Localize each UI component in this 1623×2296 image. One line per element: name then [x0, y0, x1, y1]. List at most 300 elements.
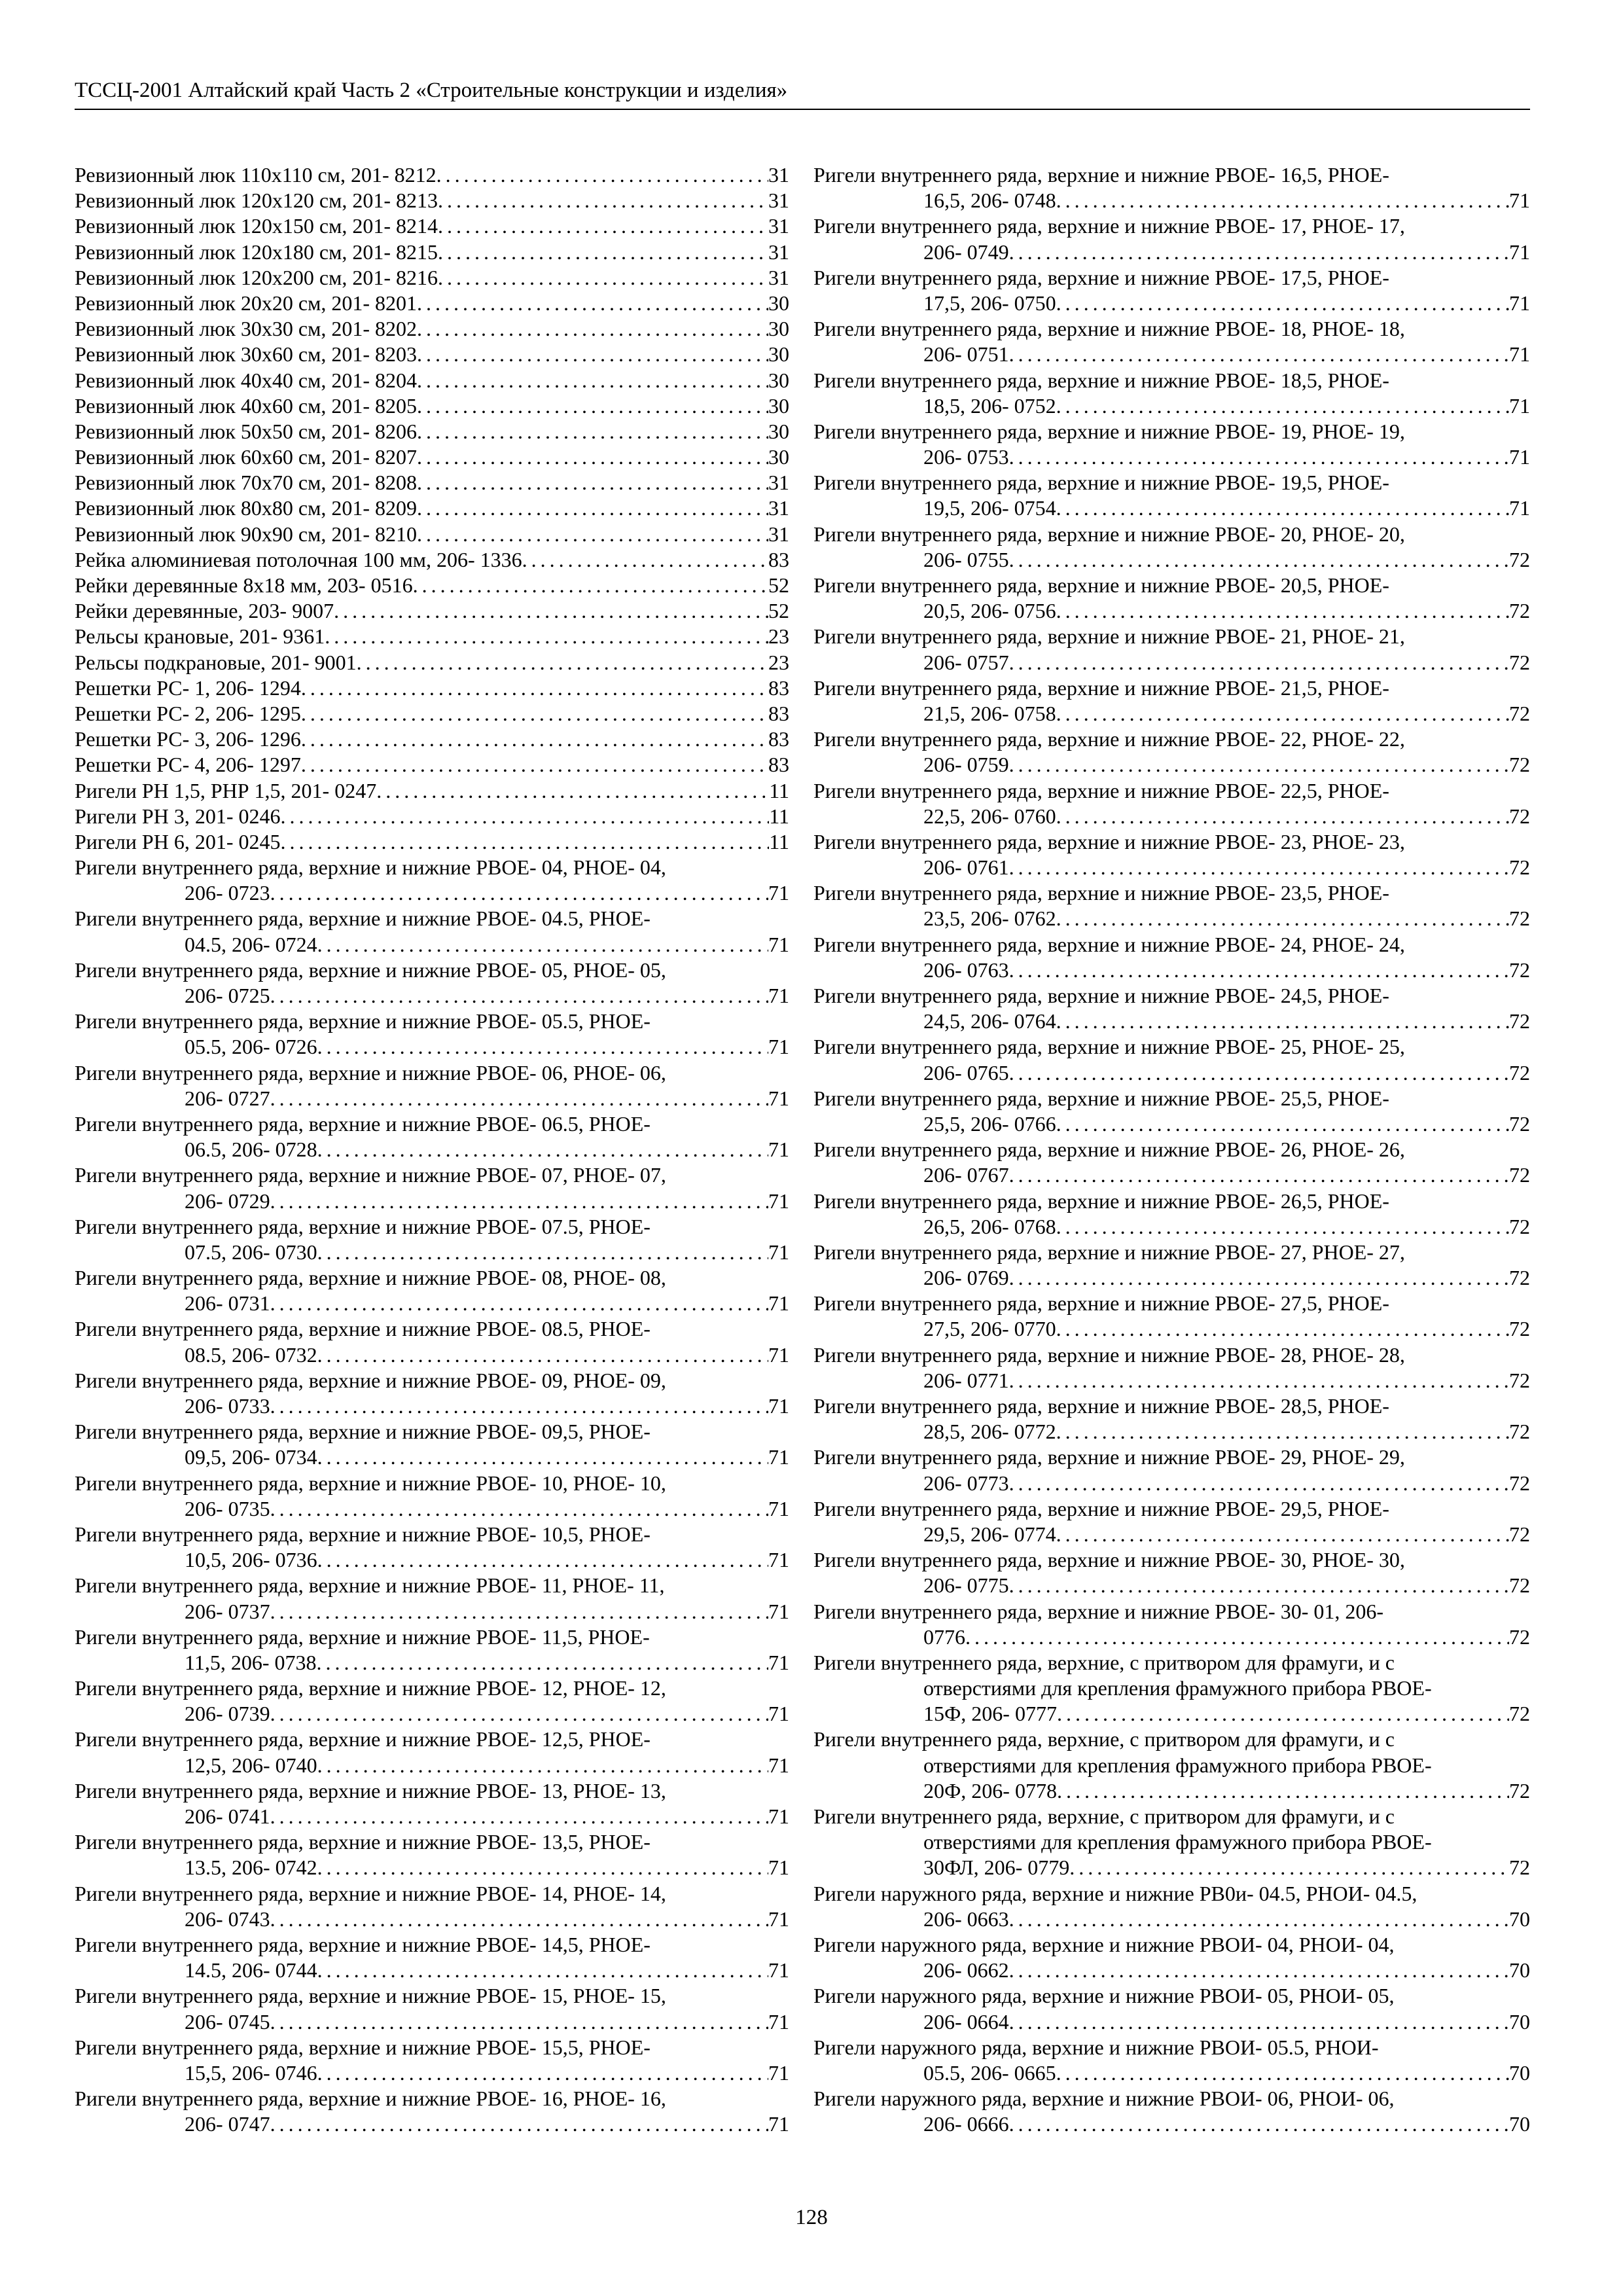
index-entry: [75, 1009, 789, 1060]
index-entry: [75, 1624, 789, 1676]
index-entry-line: [75, 188, 789, 213]
index-entry-text: Ригели внутреннего ряда, верхние и нижние РВОЕ- 08.5, РНОЕ-: [75, 1317, 651, 1341]
dot-leader: [417, 368, 768, 393]
index-entry-text: Ригели внутреннего ряда, верхние и нижние РВОЕ- 10,5, РНОЕ-: [75, 1522, 651, 1546]
index-entry-text: Ревизионный люк 90x90 см, 201- 8210: [75, 522, 417, 546]
index-entry: [813, 1804, 1530, 1881]
index-entry-text: 05.5, 206- 0665: [923, 2060, 1056, 2085]
dot-leader: [1009, 752, 1509, 778]
index-entry-text: Ригели внутреннего ряда, верхние и нижние РВОЕ- 04, РНОЕ- 04,: [75, 855, 666, 880]
index-entry-line: [75, 2111, 789, 2137]
index-entry-page: 72: [1509, 753, 1530, 777]
index-entry-text: Ригели внутреннего ряда, верхние и нижние РВОЕ- 23,5, РНОЕ-: [813, 881, 1389, 905]
index-entry-text: 206- 0662: [923, 1958, 1009, 1982]
index-entry-line: [75, 1855, 789, 1880]
index-entry-line: [75, 598, 789, 624]
index-entry-line: [813, 829, 1530, 855]
index-entry-page: 72: [1509, 958, 1530, 982]
index-entry-line: [813, 1547, 1530, 1573]
dot-leader: [1056, 188, 1509, 213]
dot-leader: [1056, 1214, 1509, 1240]
index-entry-line: [813, 1599, 1530, 1624]
index-entry: [813, 675, 1530, 726]
dot-leader: [317, 1958, 768, 1983]
dot-leader: [438, 213, 768, 239]
index-entry-text: 26,5, 206- 0768: [923, 1214, 1056, 1238]
dot-leader: [413, 573, 768, 598]
index-entry: [813, 1137, 1530, 1188]
index-entry-line: [75, 291, 789, 316]
index-entry: [813, 2035, 1530, 2086]
dot-leader: [522, 547, 768, 573]
index-entry-line: [75, 1676, 789, 1701]
index-entry-text: Ригели внутреннего ряда, верхние и нижние РВОЕ- 11, РНОЕ- 11,: [75, 1573, 665, 1598]
index-entry-page: 71: [768, 2112, 789, 2136]
index-entry-page: 11: [769, 829, 789, 853]
index-entry-page: 72: [1509, 1624, 1530, 1649]
index-entry-text: Ригели внутреннего ряда, верхние и нижние РВОЕ- 11,5, РНОЕ-: [75, 1624, 650, 1649]
index-entry: [813, 1496, 1530, 1547]
index-entry-text: Ригели наружного ряда, верхние и нижние РВОИ- 05.5, РНОИ-: [813, 2035, 1379, 2059]
index-entry-line: [813, 1496, 1530, 1522]
index-entry-line: [813, 162, 1530, 188]
index-entry-text: Ригели наружного ряда, верхние и нижние РВОИ- 05, РНОИ- 05,: [813, 1984, 1395, 2008]
index-entry-line: [75, 932, 789, 958]
index-entry-line: [813, 1291, 1530, 1316]
index-entry-line: [813, 1393, 1530, 1419]
index-entry-text: 206- 0771: [923, 1368, 1009, 1392]
index-entry-text: 15Ф, 206- 0777: [923, 1702, 1057, 1726]
index-entry: [75, 1829, 789, 1880]
index-entry-line: [813, 906, 1530, 931]
index-entry-line: [75, 1829, 789, 1855]
index-entry-line: [75, 419, 789, 444]
index-entry-line: [75, 1316, 789, 1342]
index-entry-line: [75, 1932, 789, 1958]
index-entry: [813, 1881, 1530, 1932]
index-entry-page: 71: [1509, 445, 1530, 469]
index-entry-text: 07.5, 206- 0730: [185, 1240, 317, 1264]
index-entry-line: [75, 1162, 789, 1188]
index-entry-page: 83: [768, 675, 789, 700]
index-entry-text: 29,5, 206- 0774: [923, 1522, 1056, 1546]
index-entry-page: 71: [768, 1753, 789, 1777]
dot-leader: [317, 1753, 768, 1778]
index-entry-text: 15,5, 206- 0746: [185, 2060, 317, 2085]
dot-leader: [965, 1624, 1509, 1650]
index-entry-text: 206- 0664: [923, 2009, 1009, 2034]
dot-leader: [438, 188, 768, 213]
index-entry-page: 72: [1509, 547, 1530, 571]
index-entry-line: [813, 470, 1530, 495]
index-entry-text: 206- 0763: [923, 958, 1009, 982]
index-entry-line: [813, 1009, 1530, 1034]
index-entry-text: Ригели внутреннего ряда, верхние и нижние РВОЕ- 24, РНОЕ- 24,: [813, 932, 1405, 956]
index-entry: [813, 778, 1530, 829]
index-entry-line: [75, 752, 789, 778]
index-entry-text: Ригели внутреннего ряда, верхние и нижние РВОЕ- 23, РНОЕ- 23,: [813, 829, 1405, 853]
index-entry-text: 206- 0733: [185, 1394, 270, 1418]
index-entry: [75, 393, 789, 419]
index-entry: [75, 470, 789, 495]
index-entry-page: 31: [768, 265, 789, 289]
index-entry: [75, 188, 789, 213]
index-column-left: [75, 162, 789, 2137]
index-entry-text: Ревизионный люк 20x20 см, 201- 8201: [75, 291, 417, 315]
index-entry-page: 30: [768, 342, 789, 367]
dot-leader: [417, 393, 768, 419]
index-entry: [75, 240, 789, 265]
index-entry-line: [813, 419, 1530, 444]
index-entry-line: [75, 316, 789, 342]
index-entry-text: Ригели внутреннего ряда, верхние и нижние РВОЕ- 26, РНОЕ- 26,: [813, 1138, 1405, 1162]
index-entry-page: 71: [768, 1548, 789, 1572]
index-entry-line: [813, 1855, 1530, 1880]
index-entry-text: Ригели внутреннего ряда, верхние и нижние РВОЕ- 04.5, РНОЕ-: [75, 906, 651, 931]
index-entry-text: Ревизионный люк 120x150 см, 201- 8214: [75, 214, 438, 238]
index-entry: [813, 932, 1530, 983]
dot-leader: [417, 316, 768, 342]
dot-leader: [1009, 444, 1509, 470]
index-entry-line: [75, 2035, 789, 2060]
dot-leader: [1069, 1855, 1509, 1880]
index-entry-text: Ригели наружного ряда, верхние и нижние РВОИ- 06, РНОИ- 06,: [813, 2087, 1395, 2111]
index-entry: [75, 2086, 789, 2137]
index-entry-text: 206- 0773: [923, 1471, 1009, 1495]
index-entry-line: [75, 1496, 789, 1522]
index-entry-line: [75, 1624, 789, 1650]
index-entry-line: [813, 1907, 1530, 1932]
index-entry-text: 05.5, 206- 0726: [185, 1035, 317, 1059]
index-entry-line: [75, 1573, 789, 1598]
index-entry-text: 0776: [923, 1624, 965, 1649]
index-entry-text: Рельсы крановые, 201- 9361: [75, 624, 325, 649]
dot-leader: [334, 598, 768, 624]
dot-leader: [270, 1907, 768, 1932]
index-entry-text: Ригели внутреннего ряда, верхние и нижние РВОЕ- 10, РНОЕ- 10,: [75, 1471, 666, 1495]
index-entry-line: [75, 240, 789, 265]
index-entry-line: [75, 1189, 789, 1214]
page-number: 128: [795, 2206, 828, 2229]
index-entry-text: 206- 0735: [185, 1496, 270, 1520]
index-entry-line: [75, 1137, 789, 1162]
dot-leader: [376, 778, 769, 804]
index-entry-line: [813, 1727, 1530, 1752]
index-entry-text: Ригели внутреннего ряда, верхние и нижние РВОЕ- 15, РНОЕ- 15,: [75, 1984, 666, 2008]
index-entry-text: Ригели внутреннего ряда, верхние и нижние РВОЕ- 07.5, РНОЕ-: [75, 1214, 651, 1238]
index-entry-text: 09,5, 206- 0734: [185, 1445, 317, 1469]
index-entry-text: 206- 0741: [185, 1804, 270, 1828]
dot-leader: [317, 1547, 768, 1573]
index-entry-line: [813, 1573, 1530, 1598]
index-entry: [75, 1573, 789, 1624]
index-entry-line: [813, 958, 1530, 983]
index-entry-page: 71: [768, 984, 789, 1007]
index-entry-line: [813, 726, 1530, 752]
index-entry-line: [813, 342, 1530, 367]
index-entry-line: [813, 880, 1530, 906]
index-entry-page: 72: [1509, 804, 1530, 828]
index-entry-line: [813, 1650, 1530, 1676]
index-entry-line: [813, 1676, 1530, 1701]
index-entry-text: отверстиями для крепления фрамужного прибора РВОЕ-: [923, 1753, 1432, 1777]
index-entry-text: Решетки РС- 2, 206- 1295: [75, 701, 301, 725]
index-entry-text: 206- 0767: [923, 1163, 1009, 1187]
index-entry-line: [813, 1214, 1530, 1240]
index-entry: [75, 1522, 789, 1573]
index-entry-text: Ригели внутреннего ряда, верхние и нижние РВОЕ- 29, РНОЕ- 29,: [813, 1445, 1405, 1469]
index-entry-page: 83: [768, 701, 789, 725]
index-entry-text: Ревизионный люк 120x180 см, 201- 8215: [75, 240, 438, 264]
dot-leader: [1056, 1111, 1509, 1137]
index-entry-line: [813, 1162, 1530, 1188]
dot-leader: [1056, 495, 1509, 521]
index-entry-text: Ригели внутреннего ряда, верхние и нижние РВОЕ- 13, РНОЕ- 13,: [75, 1778, 666, 1803]
index-entry: [75, 316, 789, 342]
dot-leader: [1056, 291, 1509, 316]
index-entry-page: 31: [768, 522, 789, 546]
index-entry-line: [813, 598, 1530, 624]
index-entry-line: [75, 1368, 789, 1393]
index-entry-text: Ригели внутреннего ряда, верхние и нижние РВОЕ- 28, РНОЕ- 28,: [813, 1342, 1405, 1367]
index-entry: [813, 1086, 1530, 1137]
dot-leader: [1057, 1778, 1509, 1804]
index-entry-text: Ригели внутреннего ряда, верхние, с притвором для фрамуги, и с: [813, 1727, 1395, 1751]
index-entry: [813, 265, 1530, 316]
index-entry-page: 72: [1509, 1111, 1530, 1136]
index-entry: [75, 650, 789, 675]
index-entry: [75, 675, 789, 701]
index-entry-page: 72: [1509, 1368, 1530, 1392]
index-entry-page: 71: [768, 1035, 789, 1059]
index-entry-line: [75, 829, 789, 855]
index-entry-line: [75, 342, 789, 367]
dot-leader: [417, 470, 768, 495]
index-entry-page: 71: [768, 1958, 789, 1982]
index-entry-text: 24,5, 206- 0764: [923, 1009, 1056, 1033]
dot-leader: [317, 1855, 768, 1880]
dot-leader: [317, 1137, 768, 1162]
dot-leader: [417, 291, 768, 316]
dot-leader: [1056, 701, 1509, 726]
dot-leader: [1009, 1265, 1509, 1291]
index-entry-line: [75, 495, 789, 521]
index-entry-line: [813, 983, 1530, 1009]
index-entry-line: [75, 726, 789, 752]
index-entry: [75, 522, 789, 547]
dot-leader: [270, 1189, 768, 1214]
index-entry-page: 72: [1509, 1009, 1530, 1033]
index-entry-line: [813, 1034, 1530, 1060]
index-entry-line: [75, 2086, 789, 2111]
dot-leader: [270, 1086, 768, 1111]
index-entry-page: 23: [768, 650, 789, 674]
index-entry-page: 71: [768, 1138, 789, 1162]
index-entry-text: Ревизионный люк 30x30 см, 201- 8202: [75, 317, 417, 341]
index-entry-text: 206- 0753: [923, 445, 1009, 469]
index-entry-text: 21,5, 206- 0758: [923, 701, 1056, 725]
index-entry-text: 206- 0723: [185, 881, 270, 905]
index-entry-page: 31: [768, 188, 789, 213]
dot-leader: [1009, 1471, 1509, 1496]
index-entry-page: 71: [768, 2060, 789, 2085]
index-entry-text: Ригели внутреннего ряда, верхние и нижние РВОЕ- 18, РНОЕ- 18,: [813, 317, 1405, 341]
index-entry-text: Ригели внутреннего ряда, верхние и нижние РВОЕ- 19, РНОЕ- 19,: [813, 419, 1405, 443]
index-entry-line: [75, 368, 789, 393]
index-entry-line: [813, 547, 1530, 573]
dot-leader: [270, 1393, 768, 1419]
dot-leader: [1056, 804, 1509, 829]
index-entry-line: [813, 1419, 1530, 1444]
index-entry-line: [813, 1471, 1530, 1496]
index-entry: [813, 1650, 1530, 1727]
dot-leader: [438, 240, 768, 265]
index-entry-line: [75, 1753, 789, 1778]
dot-leader: [301, 726, 768, 752]
index-entry-line: [813, 368, 1530, 393]
index-entry-text: Ригели внутреннего ряда, верхние и нижние РВОЕ- 06, РНОЕ- 06,: [75, 1060, 666, 1085]
index-entry-text: 17,5, 206- 0750: [923, 291, 1056, 315]
index-entry-text: 16,5, 206- 0748: [923, 188, 1056, 213]
index-entry-page: 72: [1509, 1420, 1530, 1444]
index-entry-text: Рейки деревянные, 203- 9007: [75, 599, 334, 623]
index-entry-text: Ригели внутреннего ряда, верхние и нижние РВОЕ- 09, РНОЕ- 09,: [75, 1368, 666, 1392]
index-entry-line: [813, 855, 1530, 880]
index-entry-line: [75, 1419, 789, 1444]
index-entry: [75, 1471, 789, 1522]
index-entry-page: 83: [768, 753, 789, 777]
index-entry-page: 72: [1509, 1317, 1530, 1341]
index-entry-text: Ригели внутреннего ряда, верхние и нижние РВОЕ- 16, РНОЕ- 16,: [75, 2087, 666, 2111]
index-entry-text: Ригели внутреннего ряда, верхние и нижние РВОЕ- 28,5, РНОЕ-: [813, 1394, 1389, 1418]
index-entry-line: [813, 2086, 1530, 2111]
index-entry-text: Ригели внутреннего ряда, верхние и нижние РВОЕ- 07, РНОЕ- 07,: [75, 1163, 666, 1187]
index-entry-text: Ригели внутреннего ряда, верхние и нижние РВОЕ- 17, РНОЕ- 17,: [813, 214, 1405, 238]
index-entry-line: [75, 265, 789, 291]
document-title: ТССЦ-2001 Алтайский край Часть 2 «Строительные конструкции и изделия»: [75, 79, 788, 102]
index-entry-line: [75, 983, 789, 1009]
index-entry-text: отверстиями для крепления фрамужного прибора РВОЕ-: [923, 1676, 1432, 1700]
index-entry: [75, 1932, 789, 1983]
dot-leader: [1056, 1522, 1509, 1547]
index-entry-text: 206- 0751: [923, 342, 1009, 367]
index-entry-page: 71: [768, 1240, 789, 1264]
index-entry: [813, 1444, 1530, 1496]
index-entry-line: [813, 1829, 1530, 1855]
dot-leader: [417, 342, 768, 367]
index-entry-line: [75, 1471, 789, 1496]
dot-leader: [417, 495, 768, 521]
index-entry: [813, 1240, 1530, 1291]
dot-leader: [270, 2009, 768, 2035]
index-entry-line: [75, 650, 789, 675]
index-entry-text: Ригели внутреннего ряда, верхние и нижние РВОЕ- 26,5, РНОЕ-: [813, 1189, 1389, 1213]
dot-leader: [1009, 1162, 1509, 1188]
index-entry-text: Ригели внутреннего ряда, верхние и нижние РВОЕ- 18,5, РНОЕ-: [813, 368, 1389, 392]
dot-leader: [270, 1496, 768, 1522]
dot-leader: [317, 2060, 768, 2086]
index-entry-page: 72: [1509, 1060, 1530, 1085]
index-entry: [75, 291, 789, 316]
index-entry: [813, 1342, 1530, 1393]
index-entry-page: 71: [1509, 240, 1530, 264]
index-entry-page: 72: [1509, 599, 1530, 623]
index-entry-line: [75, 162, 789, 188]
index-entry-text: 206- 0747: [185, 2112, 270, 2136]
index-entry: [813, 368, 1530, 419]
index-entry: [75, 598, 789, 624]
dot-leader: [1009, 1060, 1509, 1086]
index-entry-line: [75, 701, 789, 726]
dot-leader: [1056, 393, 1509, 419]
index-entry-line: [813, 1778, 1530, 1804]
index-entry-page: 71: [768, 1804, 789, 1828]
index-entry-line: [813, 624, 1530, 649]
index-entry: [813, 522, 1530, 573]
dot-leader: [1056, 1316, 1509, 1342]
index-entry-page: 72: [1509, 701, 1530, 725]
index-entry-line: [813, 1958, 1530, 1983]
index-entry-line: [75, 804, 789, 829]
index-entry-text: Ригели внутреннего ряда, верхние и нижние РВОЕ- 15,5, РНОЕ-: [75, 2035, 651, 2059]
index-entry-line: [813, 701, 1530, 726]
index-entry-text: 206- 0727: [185, 1086, 270, 1110]
index-entry: [75, 778, 789, 804]
index-entry-page: 71: [768, 1856, 789, 1880]
index-entry: [75, 1265, 789, 1316]
index-entry-page: 71: [768, 1342, 789, 1367]
index-entry-text: 18,5, 206- 0752: [923, 393, 1056, 418]
index-entry-page: 11: [769, 778, 789, 802]
index-entry-page: 70: [1509, 2009, 1530, 2034]
index-entry-line: [813, 1753, 1530, 1778]
index-entry-line: [75, 1778, 789, 1804]
index-entry: [75, 829, 789, 855]
index-entry-line: [75, 1701, 789, 1727]
index-entry-page: 83: [768, 727, 789, 751]
index-entry-line: [813, 495, 1530, 521]
index-entry-line: [75, 393, 789, 419]
index-entry: [75, 752, 789, 778]
index-entry-text: 30ФЛ, 206- 0779: [923, 1856, 1070, 1880]
index-entry-text: Рейка алюминиевая потолочная 100 мм, 206- 1336: [75, 547, 522, 571]
index-entry: [75, 368, 789, 393]
index-entry: [813, 213, 1530, 264]
index-entry-line: [813, 1342, 1530, 1368]
index-entry-line: [813, 1368, 1530, 1393]
dot-leader: [1009, 2009, 1509, 2035]
index-entry-text: Ревизионный люк 40x60 см, 201- 8205: [75, 393, 417, 418]
dot-leader: [1056, 1419, 1509, 1444]
index-entry-line: [813, 2035, 1530, 2060]
index-entry-page: 71: [1509, 291, 1530, 315]
index-entry-text: 08.5, 206- 0732: [185, 1342, 317, 1367]
index-entry-page: 31: [768, 496, 789, 520]
index-entry-text: Ригели внутреннего ряда, верхние, с притвором для фрамуги, и с: [813, 1804, 1395, 1828]
index-entry-line: [75, 958, 789, 983]
index-entry: [75, 1368, 789, 1419]
index-entry: [75, 162, 789, 188]
index-entry-text: 206- 0737: [185, 1599, 270, 1623]
index-entry-text: 14.5, 206- 0744: [185, 1958, 317, 1982]
index-entry-text: Ригели внутреннего ряда, верхние и нижние РВОЕ- 09,5, РНОЕ-: [75, 1420, 651, 1444]
index-entry-line: [813, 1983, 1530, 2009]
dot-leader: [1009, 1958, 1509, 1983]
index-entry-text: Ригели внутреннего ряда, верхние и нижние РВОЕ- 30- 01, 206-: [813, 1599, 1383, 1623]
index-entry-text: Решетки РС- 4, 206- 1297: [75, 753, 301, 777]
index-entry-text: Ревизионный люк 70x70 см, 201- 8208: [75, 471, 417, 495]
index-entry-text: Решетки РС- 1, 206- 1294: [75, 675, 301, 700]
